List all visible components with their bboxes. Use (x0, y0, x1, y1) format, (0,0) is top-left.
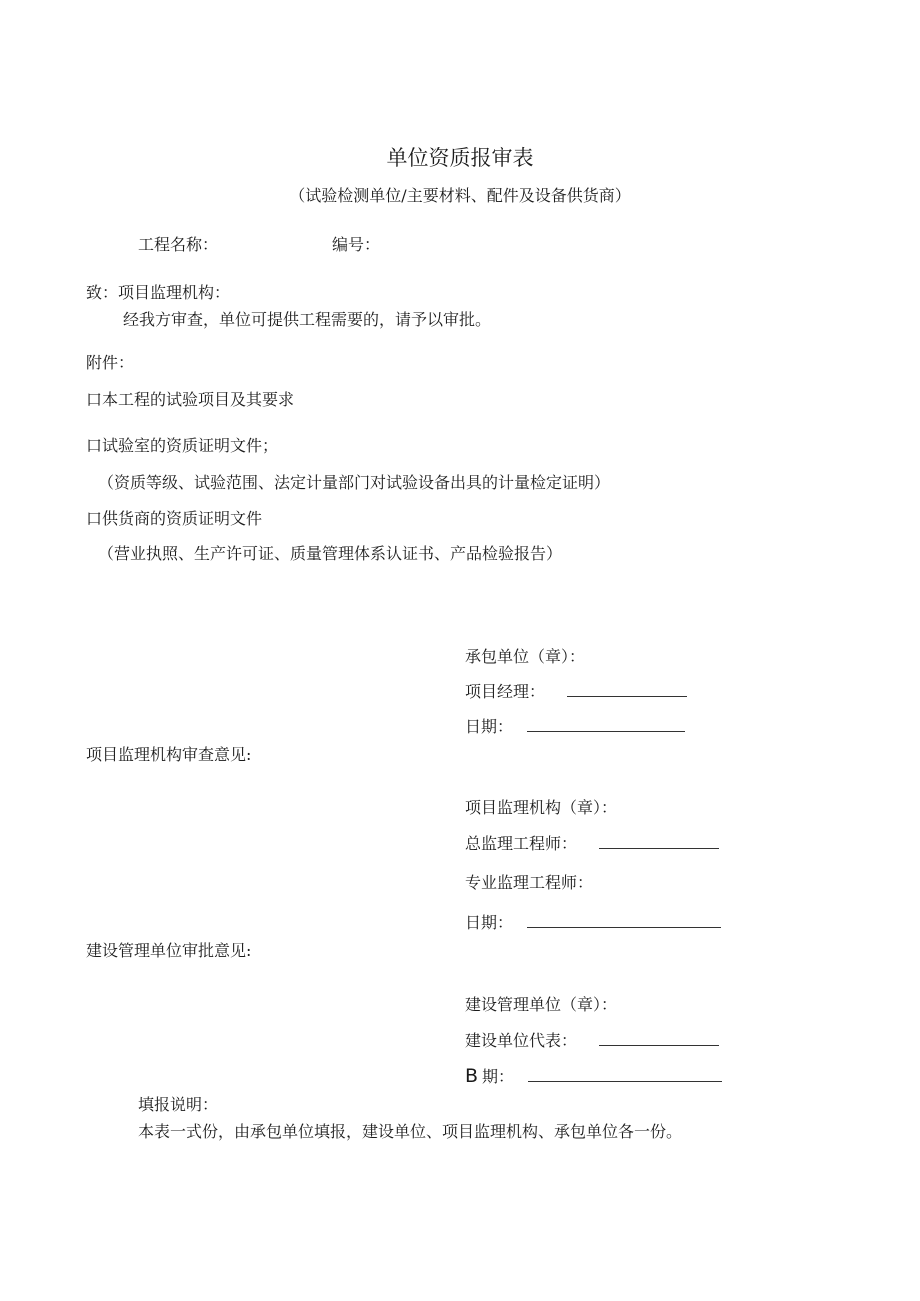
contractor-date-row (465, 717, 685, 737)
owner-date-label: 期： (482, 1067, 515, 1086)
attachment-item-1: 口本工程的试验项目及其要求 (86, 390, 295, 409)
form-title: 单位资质报审表 (386, 146, 534, 170)
contractor-manager-label: 项目经理： (465, 682, 546, 701)
attachment-item-2-note: （资质等级、试验范围、法定计量部门对试验设备出具的计量检定证明） (98, 473, 611, 492)
supervision-seal: 项目监理机构（章）： (465, 798, 618, 817)
supervision-chief-line (599, 835, 719, 849)
owner-rep-row (465, 1031, 719, 1051)
supervision-date-line (527, 914, 721, 928)
attachment-item-3: 口供货商的资质证明文件 (86, 509, 263, 528)
owner-opinion-label: 建设管理单位审批意见: (86, 941, 252, 960)
notes-text: 本表一式份，由承包单位填报，建设单位、项目监理机构、承包单位各一份。 (138, 1122, 683, 1141)
attachment-item-3-note: （营业执照、生产许可证、质量管理体系认证书、产品检验报告） (98, 544, 563, 563)
contractor-seal: 承包单位（章）： (465, 647, 586, 666)
supervision-chief-row (465, 834, 719, 854)
number-label: 编号： (332, 235, 381, 254)
project-name-label: 工程名称： (138, 235, 219, 254)
owner-seal: 建设管理单位（章）： (465, 995, 618, 1014)
contractor-manager-row (465, 682, 687, 702)
recipient-body: 经我方审查，单位可提供工程需要的，请予以审批。 (123, 310, 492, 329)
supervision-date-label: 日期： (465, 913, 514, 932)
owner-rep-line (599, 1032, 719, 1046)
supervision-opinion-label: 项目监理机构审查意见: (86, 745, 252, 764)
contractor-date-line (527, 718, 685, 732)
owner-rep-label: 建设单位代表： (465, 1031, 578, 1050)
owner-date-line (528, 1068, 722, 1082)
contractor-manager-line (567, 683, 687, 697)
owner-date-row (465, 1066, 722, 1087)
attachments-label: 附件： (86, 353, 135, 372)
notes-label: 填报说明： (138, 1095, 219, 1114)
supervision-specialist: 专业监理工程师： (465, 873, 594, 892)
owner-date-prefix: B (465, 1065, 479, 1087)
attachment-item-2: 口试验室的资质证明文件； (86, 436, 279, 455)
recipient-label: 致：项目监理机构： (86, 283, 231, 302)
form-subtitle: （试验检测单位/主要材料、配件及设备供货商） (289, 186, 631, 205)
contractor-date-label: 日期： (465, 717, 514, 736)
supervision-chief-label: 总监理工程师： (465, 834, 578, 853)
supervision-date-row (465, 913, 721, 933)
